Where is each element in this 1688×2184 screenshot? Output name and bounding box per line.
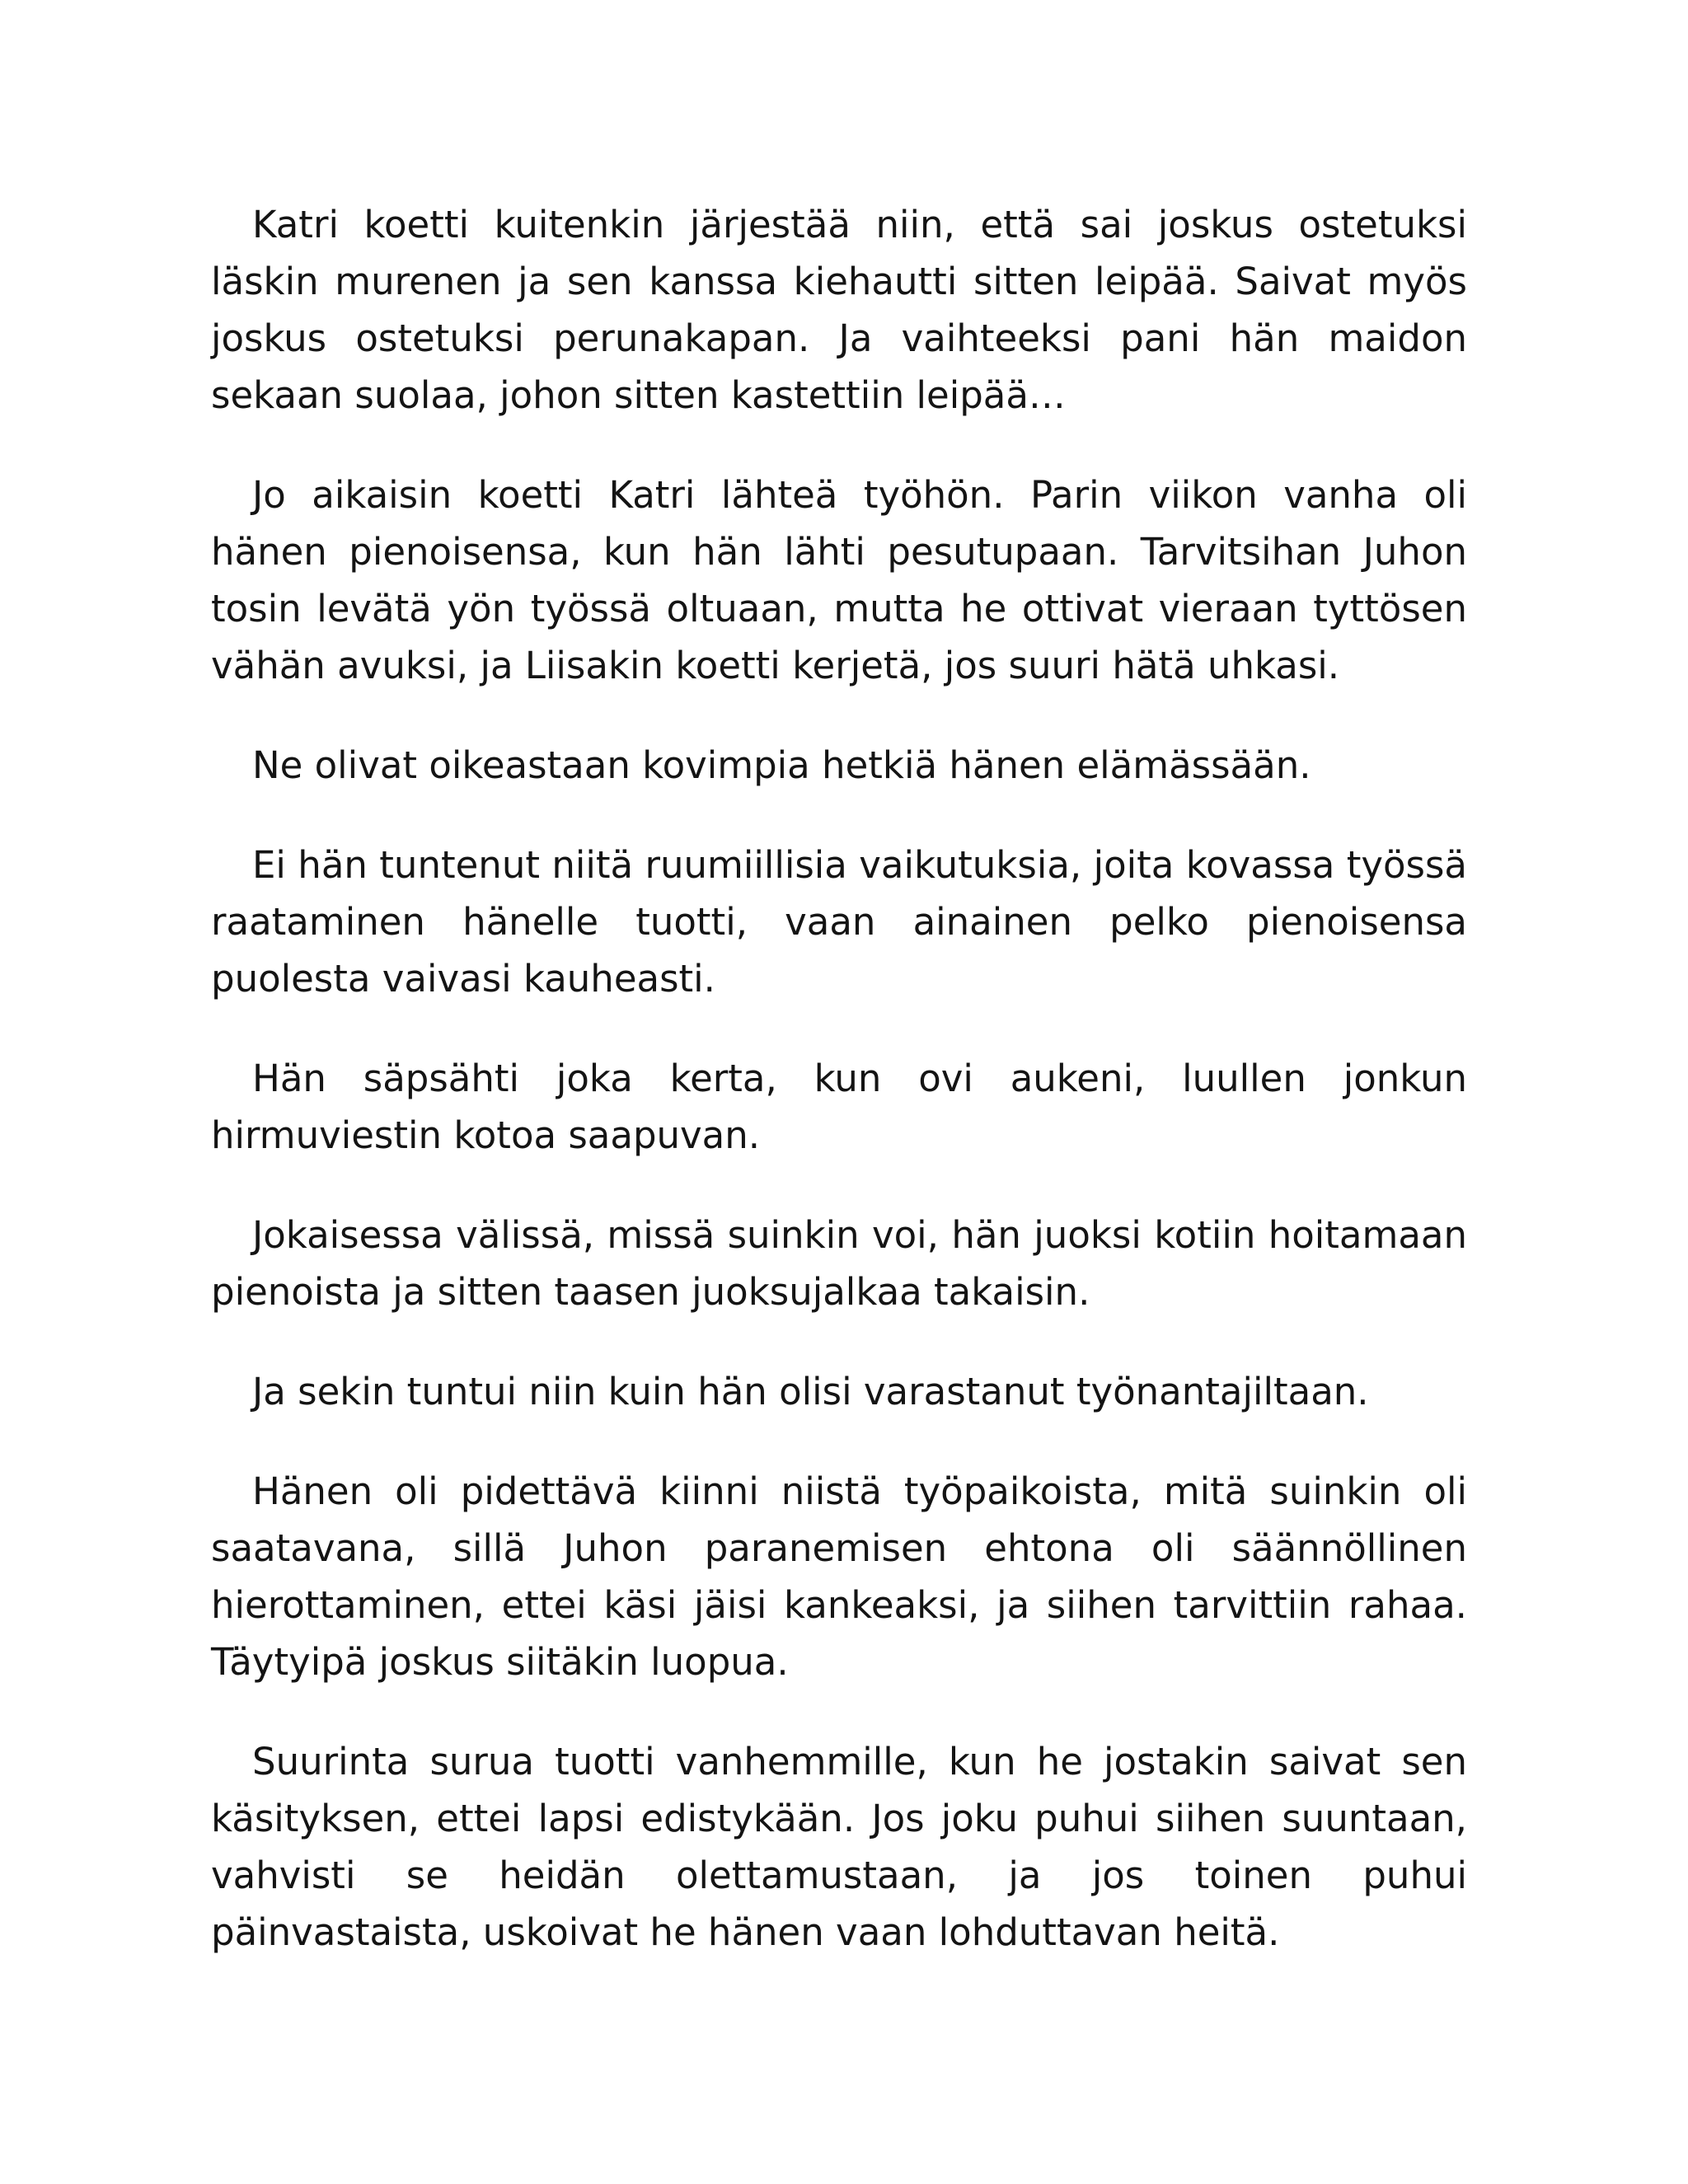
paragraph: Suurinta surua tuotti vanhemmille, kun he jostakin saivat sen käsityksen, ettei lapsi edistykään. Jos joku puhui siihen suuntaan, vahvisti se heidän olettamustaan, ja jos toinen puhui päinvastaista, uskoivat he hänen vaan lohduttavan heitä. xyxy=(211,1740,1467,1954)
paragraph: Jokaisessa välissä, missä suinkin voi, hän juoksi kotiin hoitamaan pienoista ja sitten taasen juoksujalkaa takaisin. xyxy=(211,1213,1467,1314)
paragraph: Katri koetti kuitenkin järjestää niin, että sai joskus ostetuksi läskin murenen ja sen kanssa kiehautti sitten leipää. Saivat myös joskus ostetuksi perunakapan. Ja vaihteeksi pani hän maidon sekaan suolaa, johon sitten kastettiin leipää… xyxy=(211,203,1467,417)
paragraph: Hän säpsähti joka kerta, kun ovi aukeni, luullen jonkun hirmuviestin kotoa saapuvan. xyxy=(211,1057,1467,1157)
paragraph: Jo aikaisin koetti Katri lähteä työhön. Parin viikon vanha oli hänen pienoisensa, kun hän lähti pesutupaan. Tarvitsihan Juhon tosin levätä yön työssä oltuaan, mutta he ottivat vieraan tyttösen vähän avuksi, ja Liisakin koetti kerjetä, jos suuri hätä uhkasi. xyxy=(211,473,1467,687)
paragraph: Ne olivat oikeastaan kovimpia hetkiä hänen elämässään. xyxy=(252,743,1311,787)
paragraph: Ei hän tuntenut niitä ruumiillisia vaikutuksia, joita kovassa työssä raataminen hänelle tuotti, vaan ainainen pelko pienoisensa puolesta vaivasi kauheasti. xyxy=(211,843,1467,1001)
paragraph: Ja sekin tuntui niin kuin hän olisi varastanut työnantajiltaan. xyxy=(252,1370,1369,1413)
document-page xyxy=(211,196,1467,1961)
paragraph: Hänen oli pidettävä kiinni niistä työpaikoista, mitä suinkin oli saatavana, sillä Juhon paranemisen ehtona oli säännöllinen hierottaminen, ettei käsi jäisi kankeaksi, ja siihen tarvittiin rahaa. Täytyipä joskus siitäkin luopua. xyxy=(211,1469,1467,1684)
